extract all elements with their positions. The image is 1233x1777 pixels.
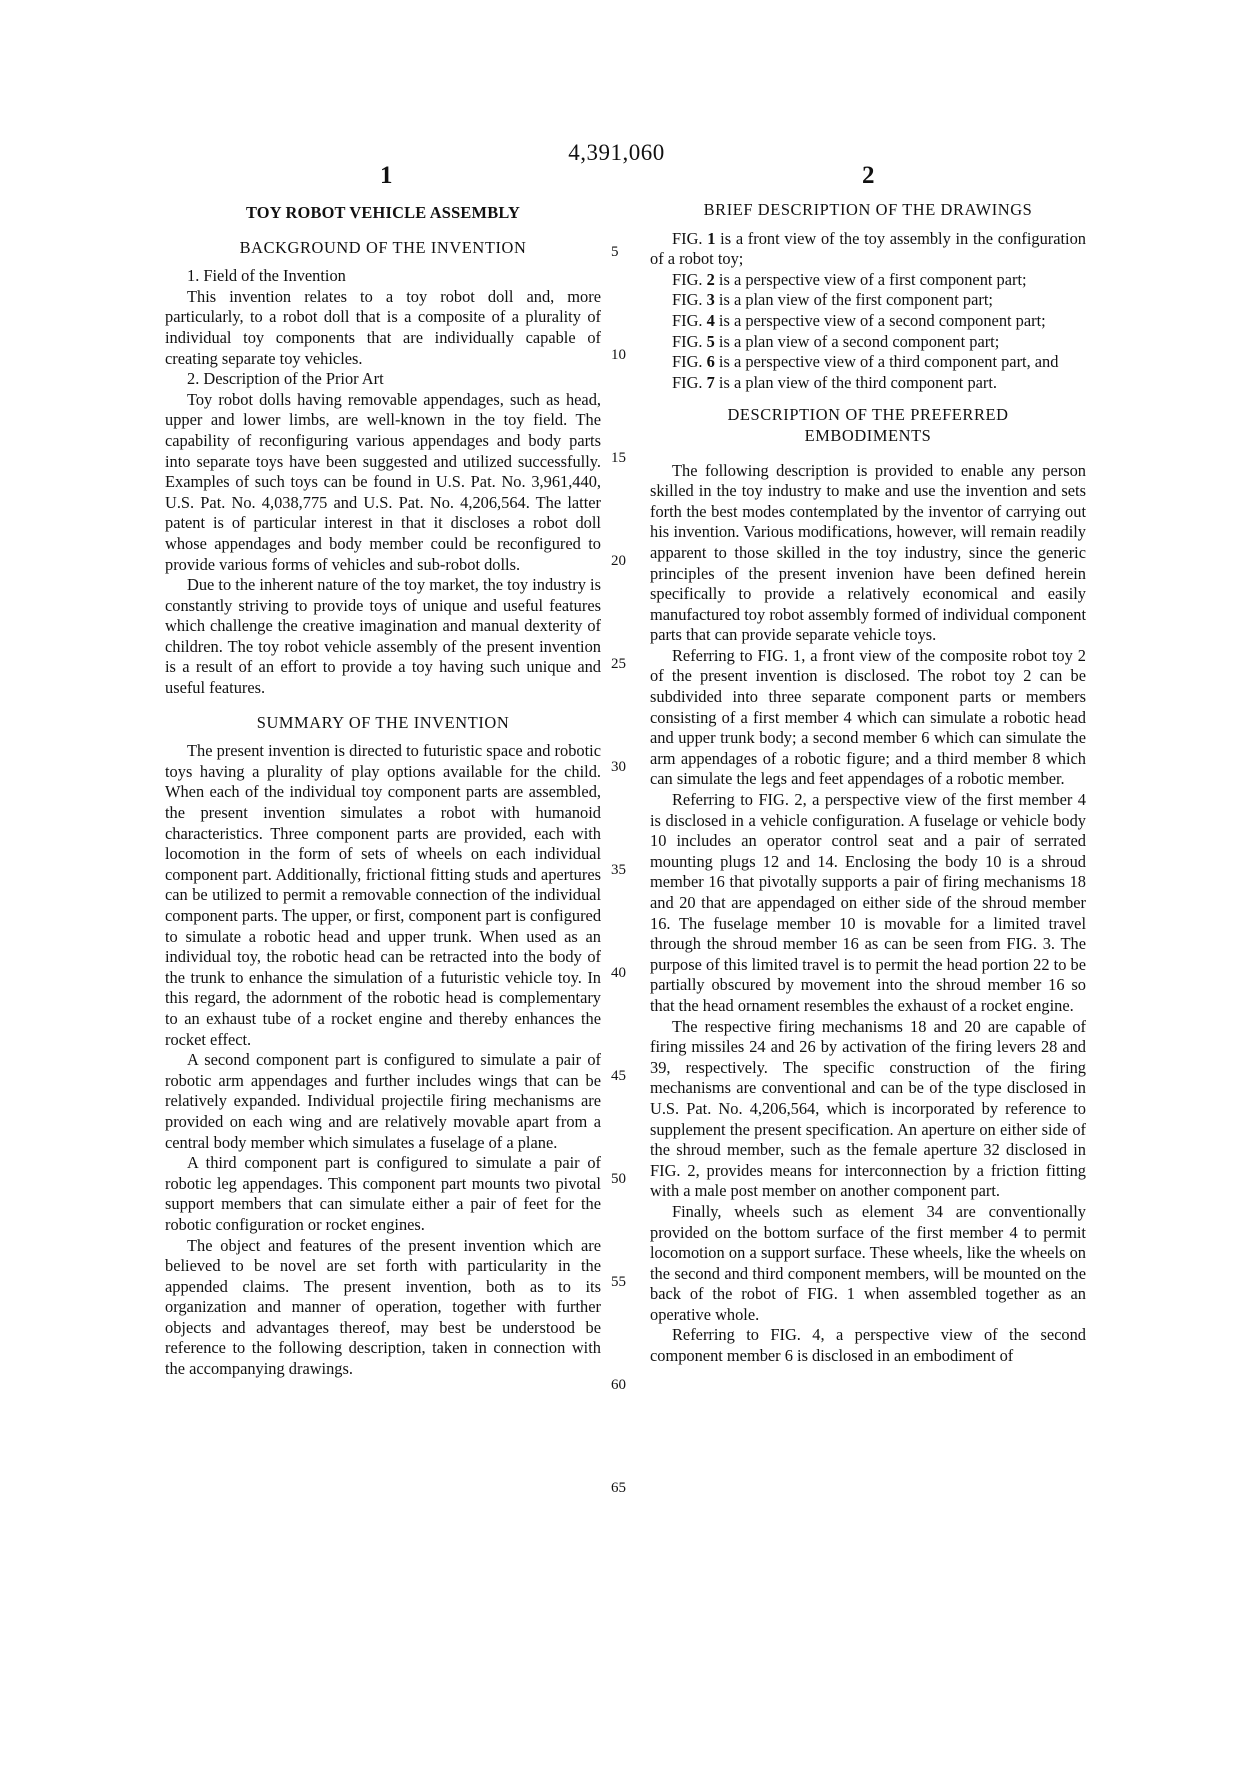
line-number: 20 xyxy=(611,553,626,569)
paragraph: This invention relates to a toy robot doll and, more particularly, to a robot doll that is a composite of a plurality of individual toy components that are individually capable of creating separate toy vehicles. xyxy=(165,286,601,368)
line-number: 40 xyxy=(611,965,626,981)
line-number: 35 xyxy=(611,862,626,878)
paragraph: The following description is provided to enable any person skilled in the toy industry to make and use the invention and sets forth the best modes contemplated by the inventor of carrying out his invention. Various modifications, however, will remain readily apparent to those skilled in the toy industry, since the generic principles of the present invenion have been defined herein specifically to provide a relatively economical and easily manufactured toy robot assembly formed of individual component parts that can provide separate vehicle toys. xyxy=(650,460,1086,645)
line-number: 5 xyxy=(611,244,619,260)
paragraph: The object and features of the present invention which are believed to be novel are set forth with particularity in the appended claims. The present invention, both as to its organization and manner of operation, together with further objects and advantages thereof, may best be understood be reference to the following description, taken in connection with the accompanying drawings. xyxy=(165,1235,601,1379)
line-number: 45 xyxy=(611,1068,626,1084)
preferred-heading: DESCRIPTION OF THE PREFERRED xyxy=(727,405,1009,425)
patent-number: 4,391,060 xyxy=(568,140,665,165)
line-number: 60 xyxy=(611,1377,626,1393)
left-column-number: 1 xyxy=(380,162,393,189)
figure-description: FIG. 7 is a plan view of the third component part. xyxy=(672,372,998,392)
figure-description: FIG. 5 is a plan view of a second component part; xyxy=(672,331,1000,351)
paragraph: Finally, wheels such as element 34 are conventionally provided on the bottom surface of the first member 4 to permit locomotion on a support surface. These wheels, like the wheels on the second and third component members, will be mounted on the back of the robot of FIG. 1 when assembled together as an operative whole. xyxy=(650,1201,1086,1324)
document-title: TOY ROBOT VEHICLE ASSEMBLY xyxy=(245,203,521,222)
paragraph: Due to the inherent nature of the toy market, the toy industry is constantly striving to provide toys of unique and useful features which challenge the creative imagination and manual dexterity of children. The toy robot vehicle assembly of the present invention is a result of an effort to provide a toy having such unique and useful features. xyxy=(165,575,601,698)
paragraph: A second component part is configured to simulate a pair of robotic arm appendages and further includes wings that can be relatively expanded. Individual projectile firing mechanisms are provided on each wing and are relatively movable apart from a central body member which simulates a fuselage of a plane. xyxy=(165,1050,601,1152)
paragraph: Toy robot dolls having removable appendages, such as head, upper and lower limbs, are well-known in the toy field. The capability of reconfiguring various appendages and body parts into separate toys have been suggested and utilized successfully. Examples of such toys can be found in U.S. Pat. No. 3,961,440, U.S. Pat. No. 4,038,775 and U.S. Pat. No. 4,206,564. The latter patent is of particular interest in that it discloses a robot doll whose appendages and body member could be reconfigured to provide various forms of vehicles and sub-robot dolls. xyxy=(165,389,601,574)
paragraph: The present invention is directed to futuristic space and robotic toys having a plurality of play options available for the child. When each of the individual toy component parts are assembled, the present invention simulates a robot with humanoid characteristics. Three component parts are provided, each with locomotion in the form of sets of wheels on each individual component part. Additionally, frictional fitting studs and apertures can be utilized to permit a removable connection of the individual component parts. The upper, or first, component part is configured to simulate a robotic head and upper trunk. When used as an individual toy, the robotic head can be retracted into the body of the trunk to enhance the simulation of a futuristic vehicle toy. In this regard, the adornment of the robotic head is complementary to an exhaust tube of a rocket engine and thereby enhances the rocket effect. xyxy=(165,741,602,1049)
field-heading: 1. Field of the Invention xyxy=(187,266,346,286)
background-heading: BACKGROUND OF THE INVENTION xyxy=(239,237,527,257)
line-number: 10 xyxy=(611,347,626,363)
right-column-number: 2 xyxy=(862,162,875,189)
figure-description: FIG. 2 is a perspective view of a first component part; xyxy=(672,269,1027,289)
preferred-heading-line-2: EMBODIMENTS xyxy=(804,425,932,445)
line-number: 30 xyxy=(611,759,626,775)
paragraph: A third component part is configured to simulate a pair of robotic leg appendages. This component part mounts two pivotal support members that can simulate either a pair of feet for the robotic configuration or rocket engines. xyxy=(165,1153,601,1234)
paragraph: The respective firing mechanisms 18 and 20 are capable of firing missiles 24 and 26 by activation of the firing levers 28 and 39, respectively. The specific construction of the firing mechanisms are conventional and can be of the type disclosed in U.S. Pat. No. 4,206,564, which is incorporated by reference to supplement the present specification. An aperture on either side of the shroud member, such as the female aperture 32 disclosed in FIG. 2, provides means for interconnection by a friction fitting with a male post member on another component part. xyxy=(650,1016,1086,1201)
figure-description: FIG. 4 is a perspective view of a second component part; xyxy=(672,310,1046,330)
figure-description: FIG. 3 is a plan view of the first component part; xyxy=(672,290,993,310)
left-column xyxy=(165,203,601,1380)
line-number: 25 xyxy=(611,656,626,672)
figure-description: FIG. 1 is a front view of the toy assembly in the configuration of a robot toy; xyxy=(650,228,1086,269)
paragraph: Referring to FIG. 4, a perspective view of the second component member 6 is disclosed in an embodiment of xyxy=(650,1325,1086,1366)
drawings-heading: BRIEF DESCRIPTION OF THE DRAWINGS xyxy=(703,200,1033,219)
line-number: 50 xyxy=(611,1171,626,1187)
figure-description: FIG. 6 is a perspective view of a third component part, and xyxy=(672,352,1059,372)
line-number: 15 xyxy=(611,450,626,466)
right-column xyxy=(650,200,1086,1367)
paragraph: Referring to FIG. 1, a front view of the composite robot toy 2 of the present invention is disclosed. The robot toy 2 can be subdivided into three separate component parts or members consisting of a first member 4 which can simulate a robotic head and upper trunk body; a second member 6 which can simulate the arm appendages of a robotic figure; and a third member 8 which can simulate the legs and feet appendages of a robotic member. xyxy=(650,645,1086,789)
prior-art-heading: 2. Description of the Prior Art xyxy=(187,369,384,389)
summary-heading: SUMMARY OF THE INVENTION xyxy=(256,712,510,732)
paragraph: Referring to FIG. 2, a perspective view of the first member 4 is disclosed in a vehicle configuration. A fuselage or vehicle body 10 includes an operator control seat and a pair of serrated mounting plugs 12 and 14. Enclosing the body 10 is a shroud member 16 that pivotally supports a pair of firing mechanisms 18 and 20 that are appendaged on either side of the shroud member 16. The fuselage member 10 is movable for a limited travel through the shroud member 16 as can be seen from FIG. 3. The purpose of this limited travel is to permit the head portion 22 to be partially obscured by movement into the shroud member 16 so that the head ornament resembles the exhaust of a rocket engine. xyxy=(650,790,1086,1015)
line-number: 55 xyxy=(611,1274,626,1290)
line-number: 65 xyxy=(611,1480,626,1496)
